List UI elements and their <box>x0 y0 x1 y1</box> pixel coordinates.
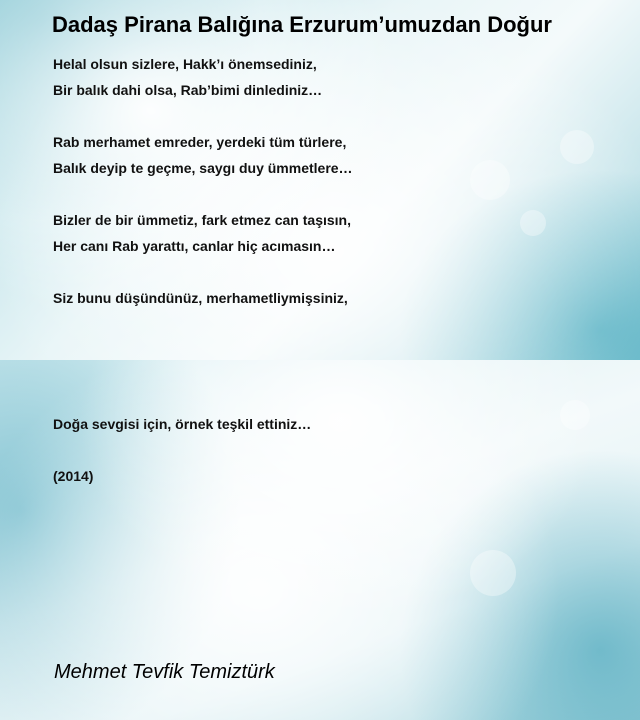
poem-line: Siz bunu düşündünüz, merhametliymişsiniz, <box>53 290 348 306</box>
poem-line: Rab merhamet emreder, yerdeki tüm türlere, <box>53 134 347 150</box>
bokeh-decoration <box>560 130 594 164</box>
bokeh-decoration <box>520 210 546 236</box>
poem-line: Balık deyip te geçme, saygı duy ümmetlere… <box>53 160 353 176</box>
poem-title: Dadaş Pirana Balığına Erzurum’umuzdan Doğur <box>52 12 552 37</box>
poem-year: (2014) <box>53 468 94 484</box>
poem-author: Mehmet Tevfik Temiztürk <box>54 661 275 683</box>
poem-line: Bizler de bir ümmetiz, fark etmez can taşısın, <box>53 212 351 228</box>
poem-line: Doğa sevgisi için, örnek teşkil ettiniz… <box>53 416 312 432</box>
bokeh-decoration <box>560 400 590 430</box>
bokeh-decoration <box>470 550 516 596</box>
bokeh-decoration <box>470 160 510 200</box>
poem-card-bottom <box>0 360 640 720</box>
poem-line: Helal olsun sizlere, Hakk’ı önemsediniz, <box>53 56 317 72</box>
poem-line: Her canı Rab yarattı, canlar hiç acımasın… <box>53 238 336 254</box>
poem-line: Bir balık dahi olsa, Rab’bimi dinlediniz… <box>53 82 323 98</box>
